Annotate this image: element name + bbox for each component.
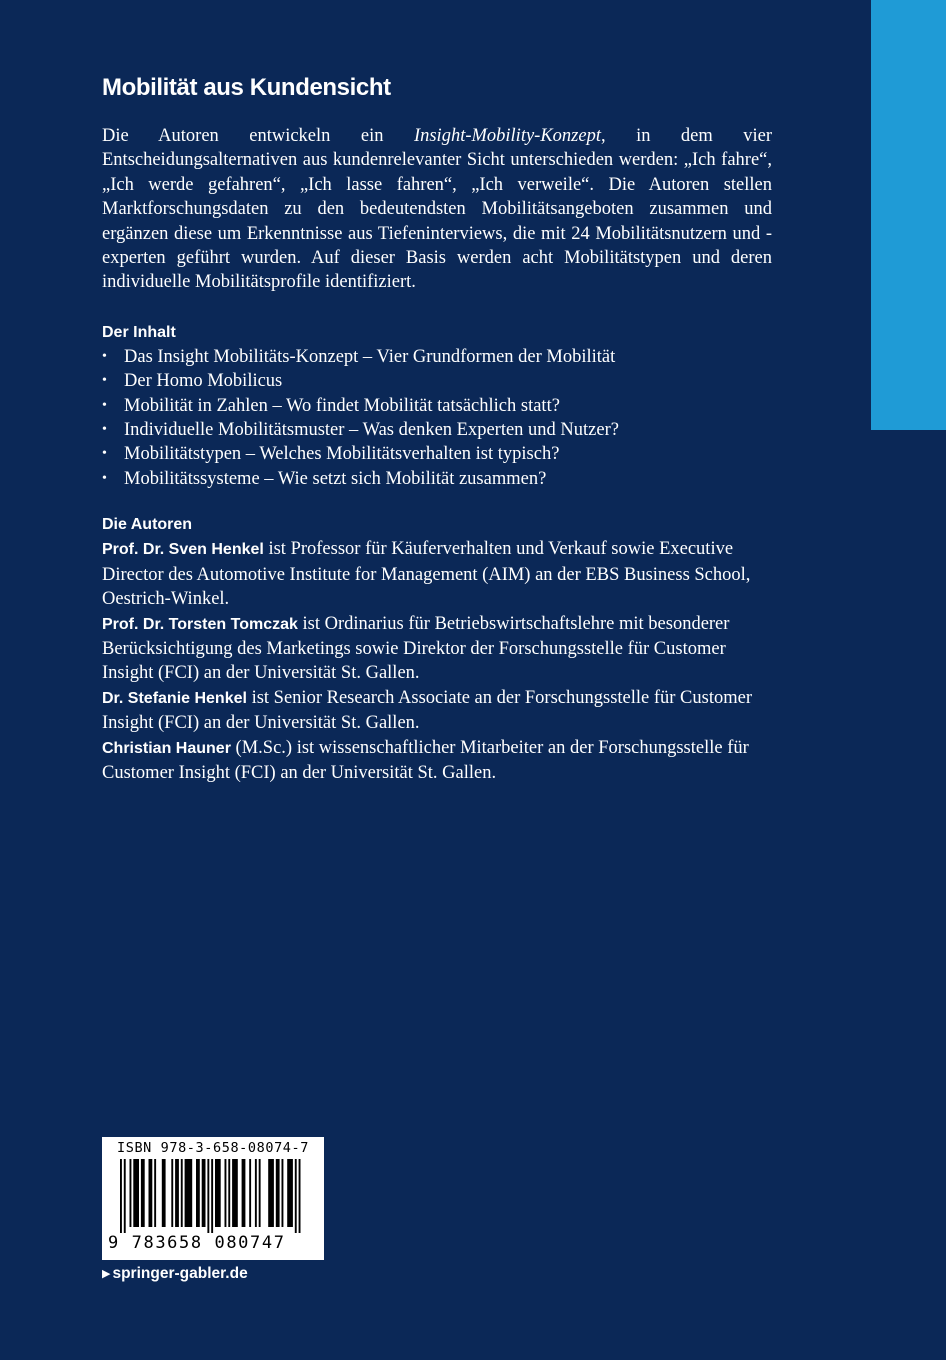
play-arrow-icon: ▶ (102, 1268, 111, 1280)
barcode-bar (154, 1159, 156, 1227)
isbn-barcode (102, 1137, 324, 1260)
list-item: • Mobilität in Zahlen – Wo findet Mobilität tatsächlich statt? (102, 394, 772, 418)
barcode-bar (255, 1159, 257, 1227)
isbn-label: ISBN 978-3-658-08074-7 (116, 1140, 309, 1156)
barcode-bar (282, 1159, 284, 1227)
barcode-bar (124, 1159, 126, 1233)
barcode-bar (228, 1159, 230, 1227)
book-blurb: Die Autoren entwickeln ein Insight-Mobility-Konzept, in dem vier Entscheidungsalternativen aus kundenrelevanter Sicht unterschieden werden: „Ich fahre“, „Ich werde gefahren“, „Ich lasse fahren“, „Ich verweile“. Die Autoren stellen Marktforschungsdaten zu den bedeutendsten Mobilitätsangeboten zusammen und ergänzen diese um Erkenntnisse aus Tiefeninterviews, die mit 24 Mobilitätsnutzern und -experten geführt wurden. Auf dieser Basis werden acht Mobilitätstypen und deren individuelle Mobilitätsprofile identifiziert. (102, 126, 772, 293)
barcode-bar (259, 1159, 261, 1227)
list-item: • Individuelle Mobilitätsmuster – Was denken Experten und Nutzer? (102, 418, 772, 442)
barcode-bar (211, 1159, 213, 1233)
barcode-bar (215, 1159, 221, 1227)
authors-heading: Die Autoren (102, 516, 193, 534)
author-bio: Dr. Stefanie Henkel ist Senior Research Associate an der Forschungsstelle für Customer Insight (FCI) an der Universität St. Gallen. (102, 687, 752, 734)
list-item: • Mobilitätstypen – Welches Mobilitätsverhalten ist typisch? (102, 442, 772, 466)
barcode-bar (202, 1159, 206, 1227)
barcode-bar (242, 1159, 246, 1227)
author-bio: Prof. Dr. Torsten Tomczak ist Ordinarius für Betriebswirtschaftslehre mit besonderer Berücksichtigung des Marketings sowie Direktor der Forschungsstelle für Customer Insight (FCI) an der Universität St. Gallen. (102, 613, 730, 684)
barcode-bar (130, 1159, 132, 1227)
barcode-bar (162, 1159, 166, 1227)
list-item: • Das Insight Mobilitäts-Konzept – Vier Grundformen der Mobilität (102, 345, 772, 369)
barcode-bar (149, 1159, 153, 1227)
author-name: Dr. Stefanie Henkel (102, 689, 247, 707)
author-bio: Christian Hauner (M.Sc.) ist wissenschaftlicher Mitarbeiter an der Forschungsstelle für Customer Insight (FCI) an der Universität St. Gallen. (102, 737, 749, 783)
barcode-bar (181, 1159, 183, 1227)
barcode-bar (225, 1159, 227, 1227)
barcode-bar (295, 1159, 297, 1233)
author-name: Christian Hauner (102, 739, 231, 757)
barcode-bars-graphic (120, 1159, 310, 1233)
barcode-bar (207, 1159, 209, 1233)
author-name: Prof. Dr. Torsten Tomczak (102, 615, 298, 633)
barcode-bar (185, 1159, 193, 1227)
cover-accent-tab (871, 0, 946, 430)
barcode-bar (175, 1159, 179, 1227)
barcode-bar (141, 1159, 145, 1227)
barcode-bar (268, 1159, 274, 1227)
contents-heading: Der Inhalt (102, 323, 176, 341)
barcode-digits: 9 783658 080747 (108, 1233, 286, 1253)
barcode-bar (249, 1159, 251, 1227)
barcode-bar (120, 1159, 122, 1233)
publisher-website[interactable]: ▶ springer-gabler.de (102, 1265, 248, 1282)
barcode-bar (232, 1159, 238, 1227)
barcode-bar (276, 1159, 280, 1227)
blurb-emphasis: Insight-Mobility-Konzept (413, 126, 601, 146)
barcode-bar (299, 1159, 301, 1233)
back-cover-content (102, 70, 772, 785)
barcode-bar (196, 1159, 200, 1227)
author-bio: Prof. Dr. Sven Henkel ist Professor für Käuferverhalten und Verkauf sowie Executive Director des Automotive Institute for Management (AIM) an der EBS Business School, Oestrich-Winkel. (102, 539, 751, 610)
contents-list (102, 345, 772, 491)
book-title: Mobilität aus Kundensicht (102, 74, 391, 101)
author-name: Prof. Dr. Sven Henkel (102, 541, 264, 559)
barcode-bar (133, 1159, 139, 1227)
barcode-bar (287, 1159, 293, 1227)
list-item: • Mobilitätssysteme – Wie setzt sich Mobilität zusammen? (102, 467, 772, 491)
barcode-bar (171, 1159, 173, 1227)
list-item: • Der Homo Mobilicus (102, 369, 772, 393)
